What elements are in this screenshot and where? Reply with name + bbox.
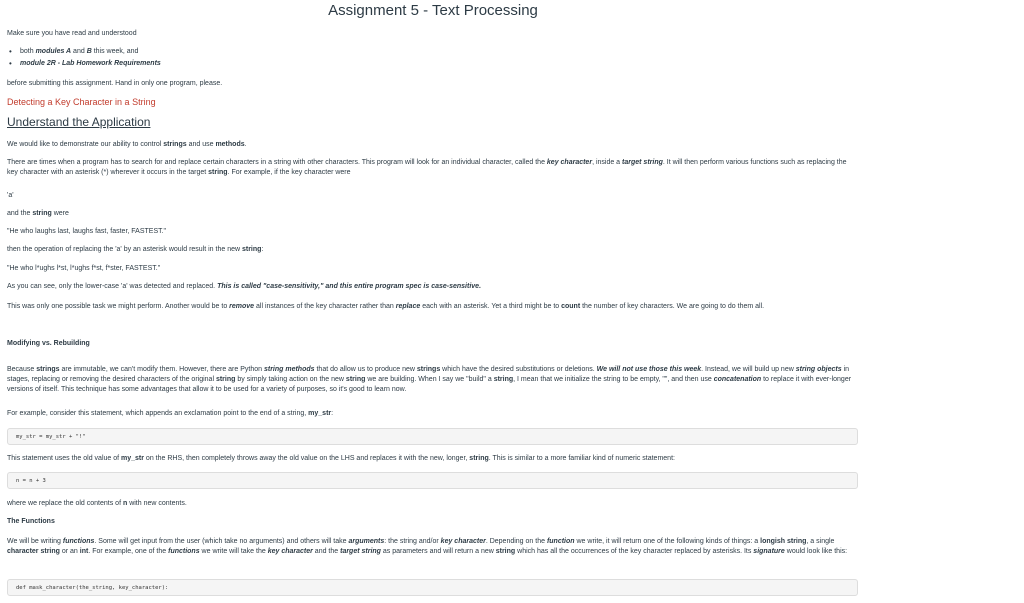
bullet-icon: • [9, 59, 12, 68]
paragraph-4: then the operation of replacing the 'a' by an asterisk would result in the new string: [7, 246, 264, 253]
section-heading-functions: The Functions [7, 518, 55, 525]
list-item-requirements [20, 59, 161, 69]
page-title: Assignment 5 - Text Processing [328, 2, 538, 19]
paragraph-1: We would like to demonstrate our ability to control strings and use methods. [7, 141, 247, 148]
bullet-icon: • [9, 47, 12, 56]
modules-a-link[interactable]: modules A [35, 48, 72, 55]
example-result: "He who l*ughs l*st, l*ughs f*st, f*ster, FASTEST." [7, 265, 161, 272]
paragraph-2: There are times when a program has to search for and replace certain characters in a string with other characters. This program will look for an individual character, called the key character, inside a target string. It will then perform various functions such as replacing the key character with an asterisk (*) wherever it occurs in the target string. For example, if the key character were [7, 159, 847, 176]
paragraph-6: This was only one possible task we might perform. Another would be to remove all instances of the key character rather than replace each with an asterisk. Yet a third might be to count the number of key characters. We are going to do them all. [7, 303, 765, 310]
requirements-link[interactable]: module 2R - Lab Homework Requirements [20, 60, 161, 67]
section-heading-modifying: Modifying vs. Rebuilding [7, 340, 90, 347]
section-heading-detect: Detecting a Key Character in a String [7, 97, 156, 107]
paragraph-9: This statement uses the old value of my_str on the RHS, then completely throws away the old value on the LHS and replaces it with the new, longer, string. This is similar to a more familiar kind of numeric statement: [7, 455, 675, 462]
module-b-link[interactable]: B [86, 48, 92, 55]
before-text: before submitting this assignment. Hand in only one program, please. [7, 80, 223, 87]
paragraph-3: and the string were [7, 210, 69, 217]
paragraph-7: Because strings are immutable, we can't modify them. However, there are Python string methods that do allow us to produce new strings which have the desired substitutions or deletions. We will not use those this week. Instead, we will build up new string objects in stages, replacing or removing the desired characters of the original string by simply taking action on the new string we are building. When I say we "build" a string, I mean that we initialize the string to be empty, "", and then use concatenation to replace it with ever-longer versions of itself. This technique has some advantages that allow it to be used for a variety of purposes, so it's good to learn now. [7, 366, 852, 393]
paragraph-10: where we replace the old contents of n with new contents. [7, 500, 187, 507]
code-block-2: n = n + 3 [7, 472, 858, 489]
code-block-3: def mask_character(the_string, key_character): [7, 579, 858, 596]
paragraph-8: For example, consider this statement, which appends an exclamation point to the end of a string, my_str: [7, 410, 334, 417]
paragraph-5: As you can see, only the lower-case 'a' was detected and replaced. This is called "case-sensitivity," and this entire program spec is case-sensitive. [7, 283, 482, 290]
intro-text: Make sure you have read and understood [7, 30, 137, 37]
example-key-char: 'a' [7, 192, 14, 199]
paragraph-11: We will be writing functions. Some will get input from the user (which take no arguments) and others will take arguments: the string and/or key character. Depending on the function we write, it will return one of the following kinds of things: a longish string, a single character string or an int. For example, one of the functions we write will take the key character and the target string as parameters and will return a new string which has all the occurrences of the key character replaced by asterisks. Its signature would look like this: [7, 538, 848, 555]
example-string: "He who laughs last, laughs fast, faster, FASTEST." [7, 228, 167, 235]
section-heading-understand: Understand the Application [7, 115, 151, 129]
list-item-modules: both modules A and B this week, and [20, 48, 139, 55]
code-block-1: my_str = my_str + "!" [7, 428, 858, 445]
